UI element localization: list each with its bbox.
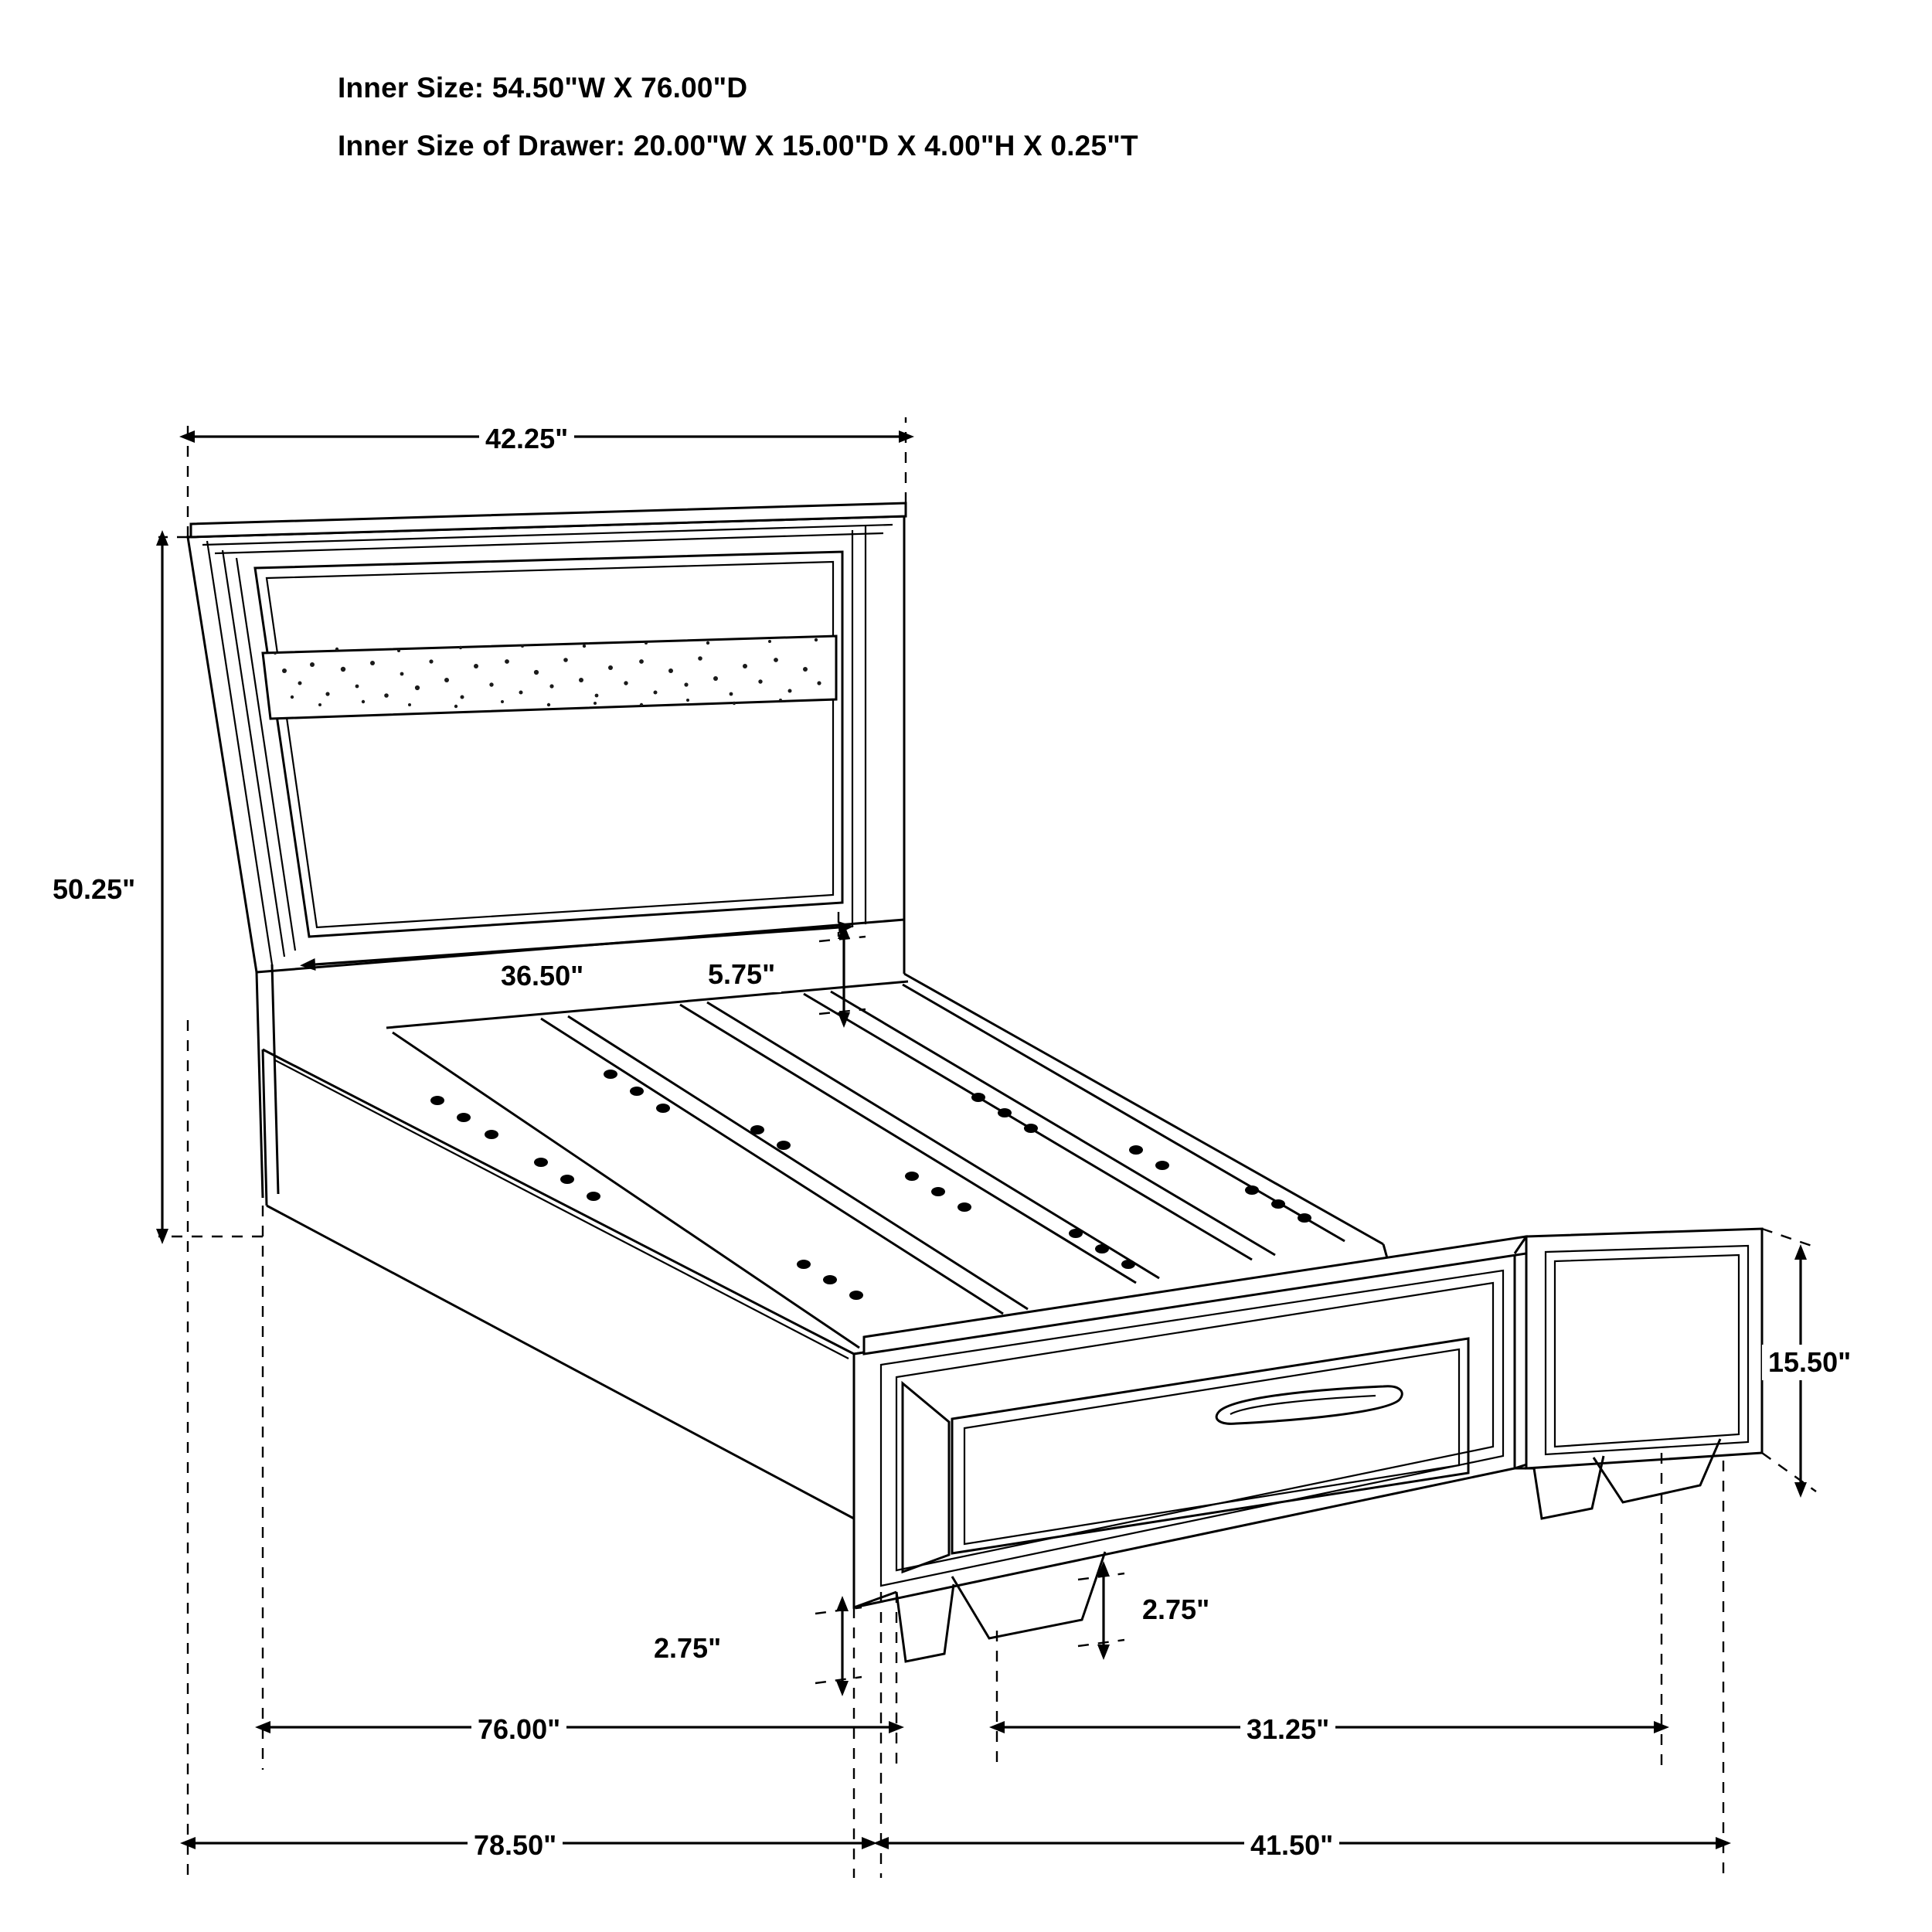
headboard [188, 503, 906, 1198]
dim-rail-gap: 5.75" [702, 957, 781, 992]
note-inner-size-drawer: Inner Size of Drawer: 20.00"W X 15.00"D X 4.00"H X 0.25"T [338, 130, 1138, 162]
dim-footboard-depth: 31.25" [1240, 1712, 1335, 1747]
dim-overall-height: 50.25" [46, 872, 141, 907]
dim-footboard-height: 15.50" [1762, 1345, 1857, 1380]
note-inner-size: Inner Size: 54.50"W X 76.00"D [338, 72, 748, 104]
footboard [854, 1229, 1762, 1662]
dim-headboard-width: 42.25" [479, 421, 574, 457]
dim-footboard-width: 41.50" [1244, 1828, 1339, 1863]
dim-foot-clearance-right: 2.75" [1136, 1592, 1216, 1628]
dim-bed-length-inner: 76.00" [471, 1712, 566, 1747]
dim-foot-clearance-left: 2.75" [648, 1631, 727, 1666]
dim-headboard-panel-width: 36.50" [495, 958, 590, 994]
dim-bed-length-outer: 78.50" [468, 1828, 563, 1863]
